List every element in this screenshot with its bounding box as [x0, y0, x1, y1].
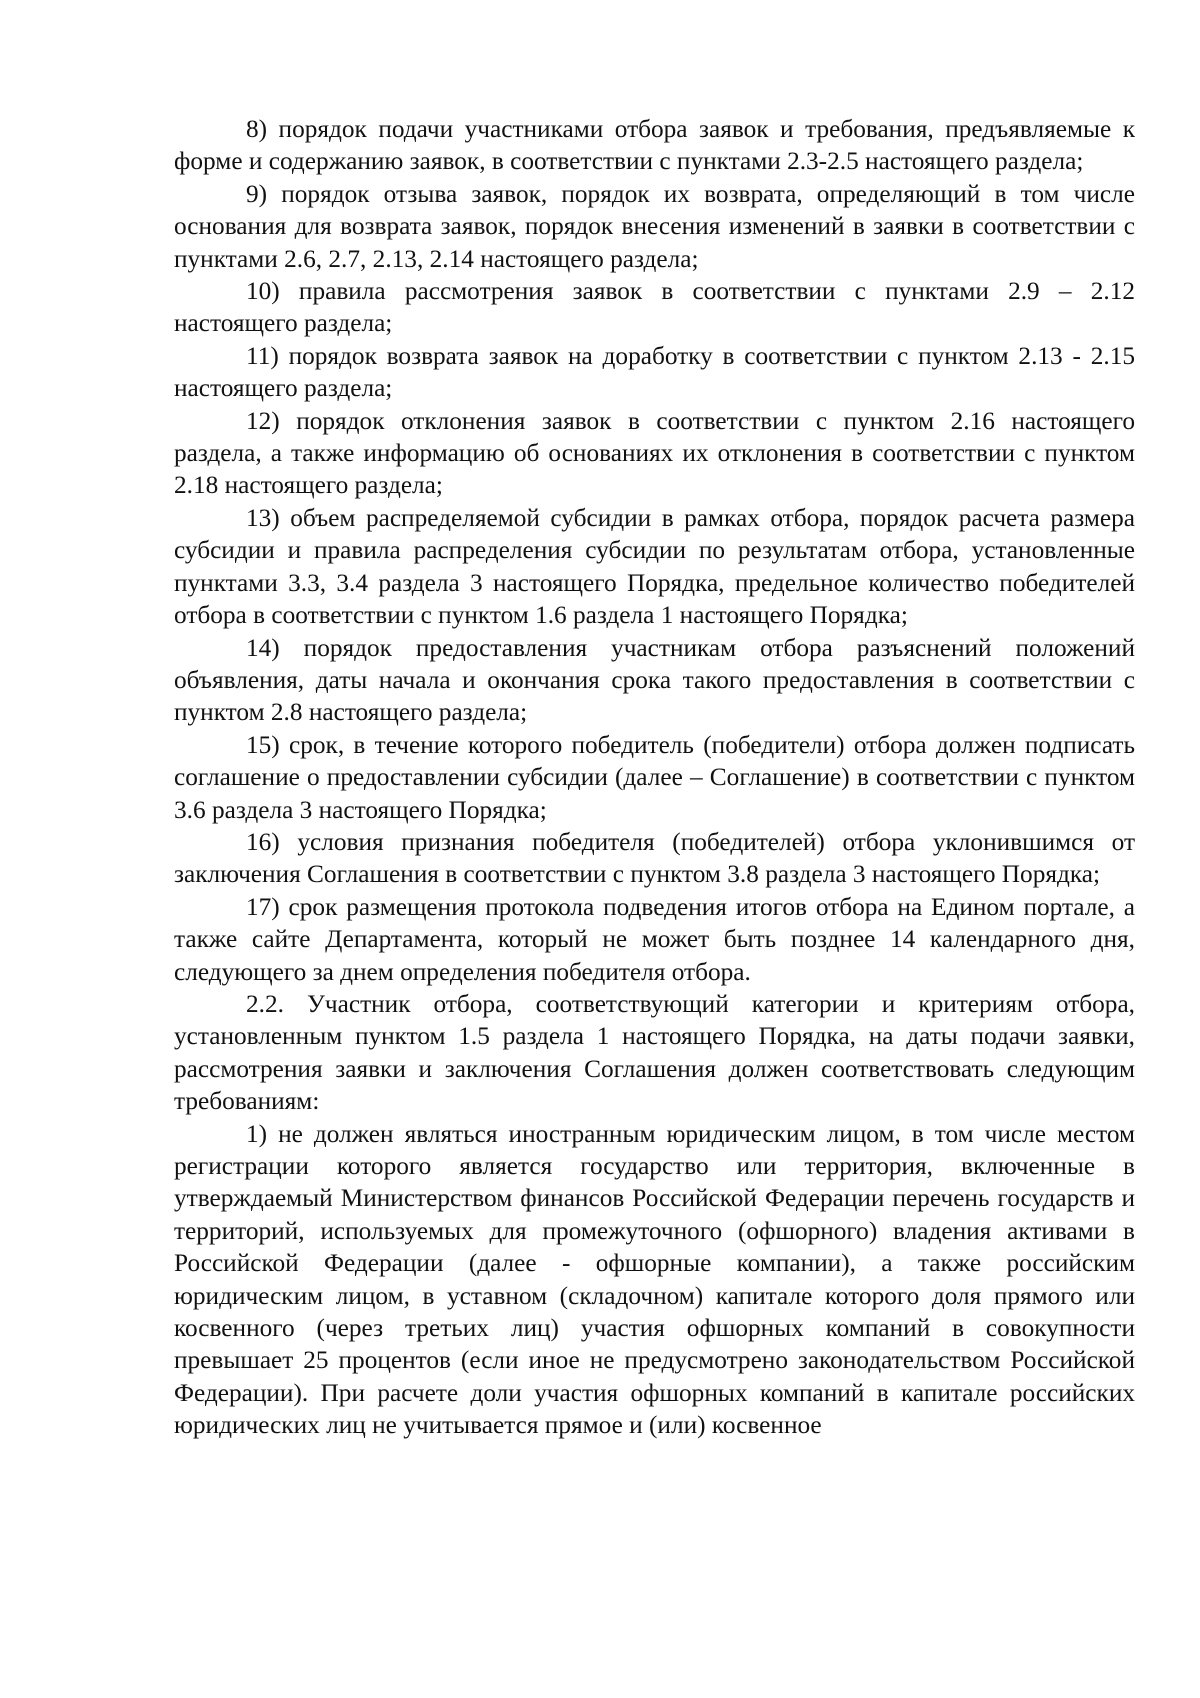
paragraph-item-9: 9) порядок отзыва заявок, порядок их возврата, определяющий в том числе основания для возврата заявок, порядок внесения изменений в заявки в соответствии с пунктами 2.6, 2.7, 2.13, 2.14 настоящего раздела;	[174, 179, 1135, 273]
paragraph-item-12: 12) порядок отклонения заявок в соответствии с пунктом 2.16 настоящего раздела, а также информацию об основаниях их отклонения в соответствии с пунктом 2.18 настоящего раздела;	[174, 406, 1135, 500]
paragraph-item-10: 10) правила рассмотрения заявок в соответствии с пунктами 2.9 – 2.12 настоящего раздела;	[174, 277, 1135, 338]
paragraph-item-14: 14) порядок предоставления участникам отбора разъяснений положений объявления, даты начала и окончания срока такого предоставления в соответствии с пунктом 2.8 настоящего раздела;	[174, 633, 1135, 727]
paragraph-item-15: 15) срок, в течение которого победитель (победители) отбора должен подписать соглашение о предоставлении субсидии (далее – Соглашение) в соответствии с пунктом 3.6 раздела 3 настоящего Порядка;	[174, 730, 1135, 824]
document-body	[174, 113, 1135, 1442]
paragraph-section-2-2: 2.2. Участник отбора, соответствующий категории и критериям отбора, установленным пунктом 1.5 раздела 1 настоящего Порядка, на даты подачи заявки, рассмотрения заявки и заключения Соглашения должен соответствовать следующим требованиям:	[174, 989, 1135, 1116]
paragraph-item-17: 17) срок размещения протокола подведения итогов отбора на Едином портале, а также сайте Департамента, который не может быть позднее 14 календарного дня, следующего за днем определения победителя отбора.	[174, 892, 1135, 986]
paragraph-requirement-1: 1) не должен являться иностранным юридическим лицом, в том числе местом регистрации которого является государство или территория, включенные в утверждаемый Министерством финансов Российской Федерации перечень государств и территорий, используемых для промежуточного (офшорного) владения активами в Российской Федерации (далее - офшорные компании), а также российским юридическим лицом, в уставном (складочном) капитале которого доля прямого или косвенного (через третьих лиц) участия офшорных компаний в совокупности превышает 25 процентов (если иное не предусмотрено законодательством Российской Федерации). При расчете доли участия офшорных компаний в капитале российских юридических лиц не учитывается прямое и (или) косвенное	[174, 1119, 1135, 1440]
paragraph-item-8: 8) порядок подачи участниками отбора заявок и требования, предъявляемые к форме и содержанию заявок, в соответствии с пунктами 2.3-2.5 настоящего раздела;	[174, 115, 1135, 176]
paragraph-item-13: 13) объем распределяемой субсидии в рамках отбора, порядок расчета размера субсидии и правила распределения субсидии по результатам отбора, установленные пунктами 3.3, 3.4 раздела 3 настоящего Порядка, предельное количество победителей отбора в соответствии с пунктом 1.6 раздела 1 настоящего Порядка;	[174, 503, 1135, 630]
paragraph-item-16: 16) условия признания победителя (победителей) отбора уклонившимся от заключения Соглашения в соответствии с пунктом 3.8 раздела 3 настоящего Порядка;	[174, 827, 1135, 889]
paragraph-item-11: 11) порядок возврата заявок на доработку в соответствии с пунктом 2.13 - 2.15 настоящего раздела;	[174, 341, 1135, 403]
